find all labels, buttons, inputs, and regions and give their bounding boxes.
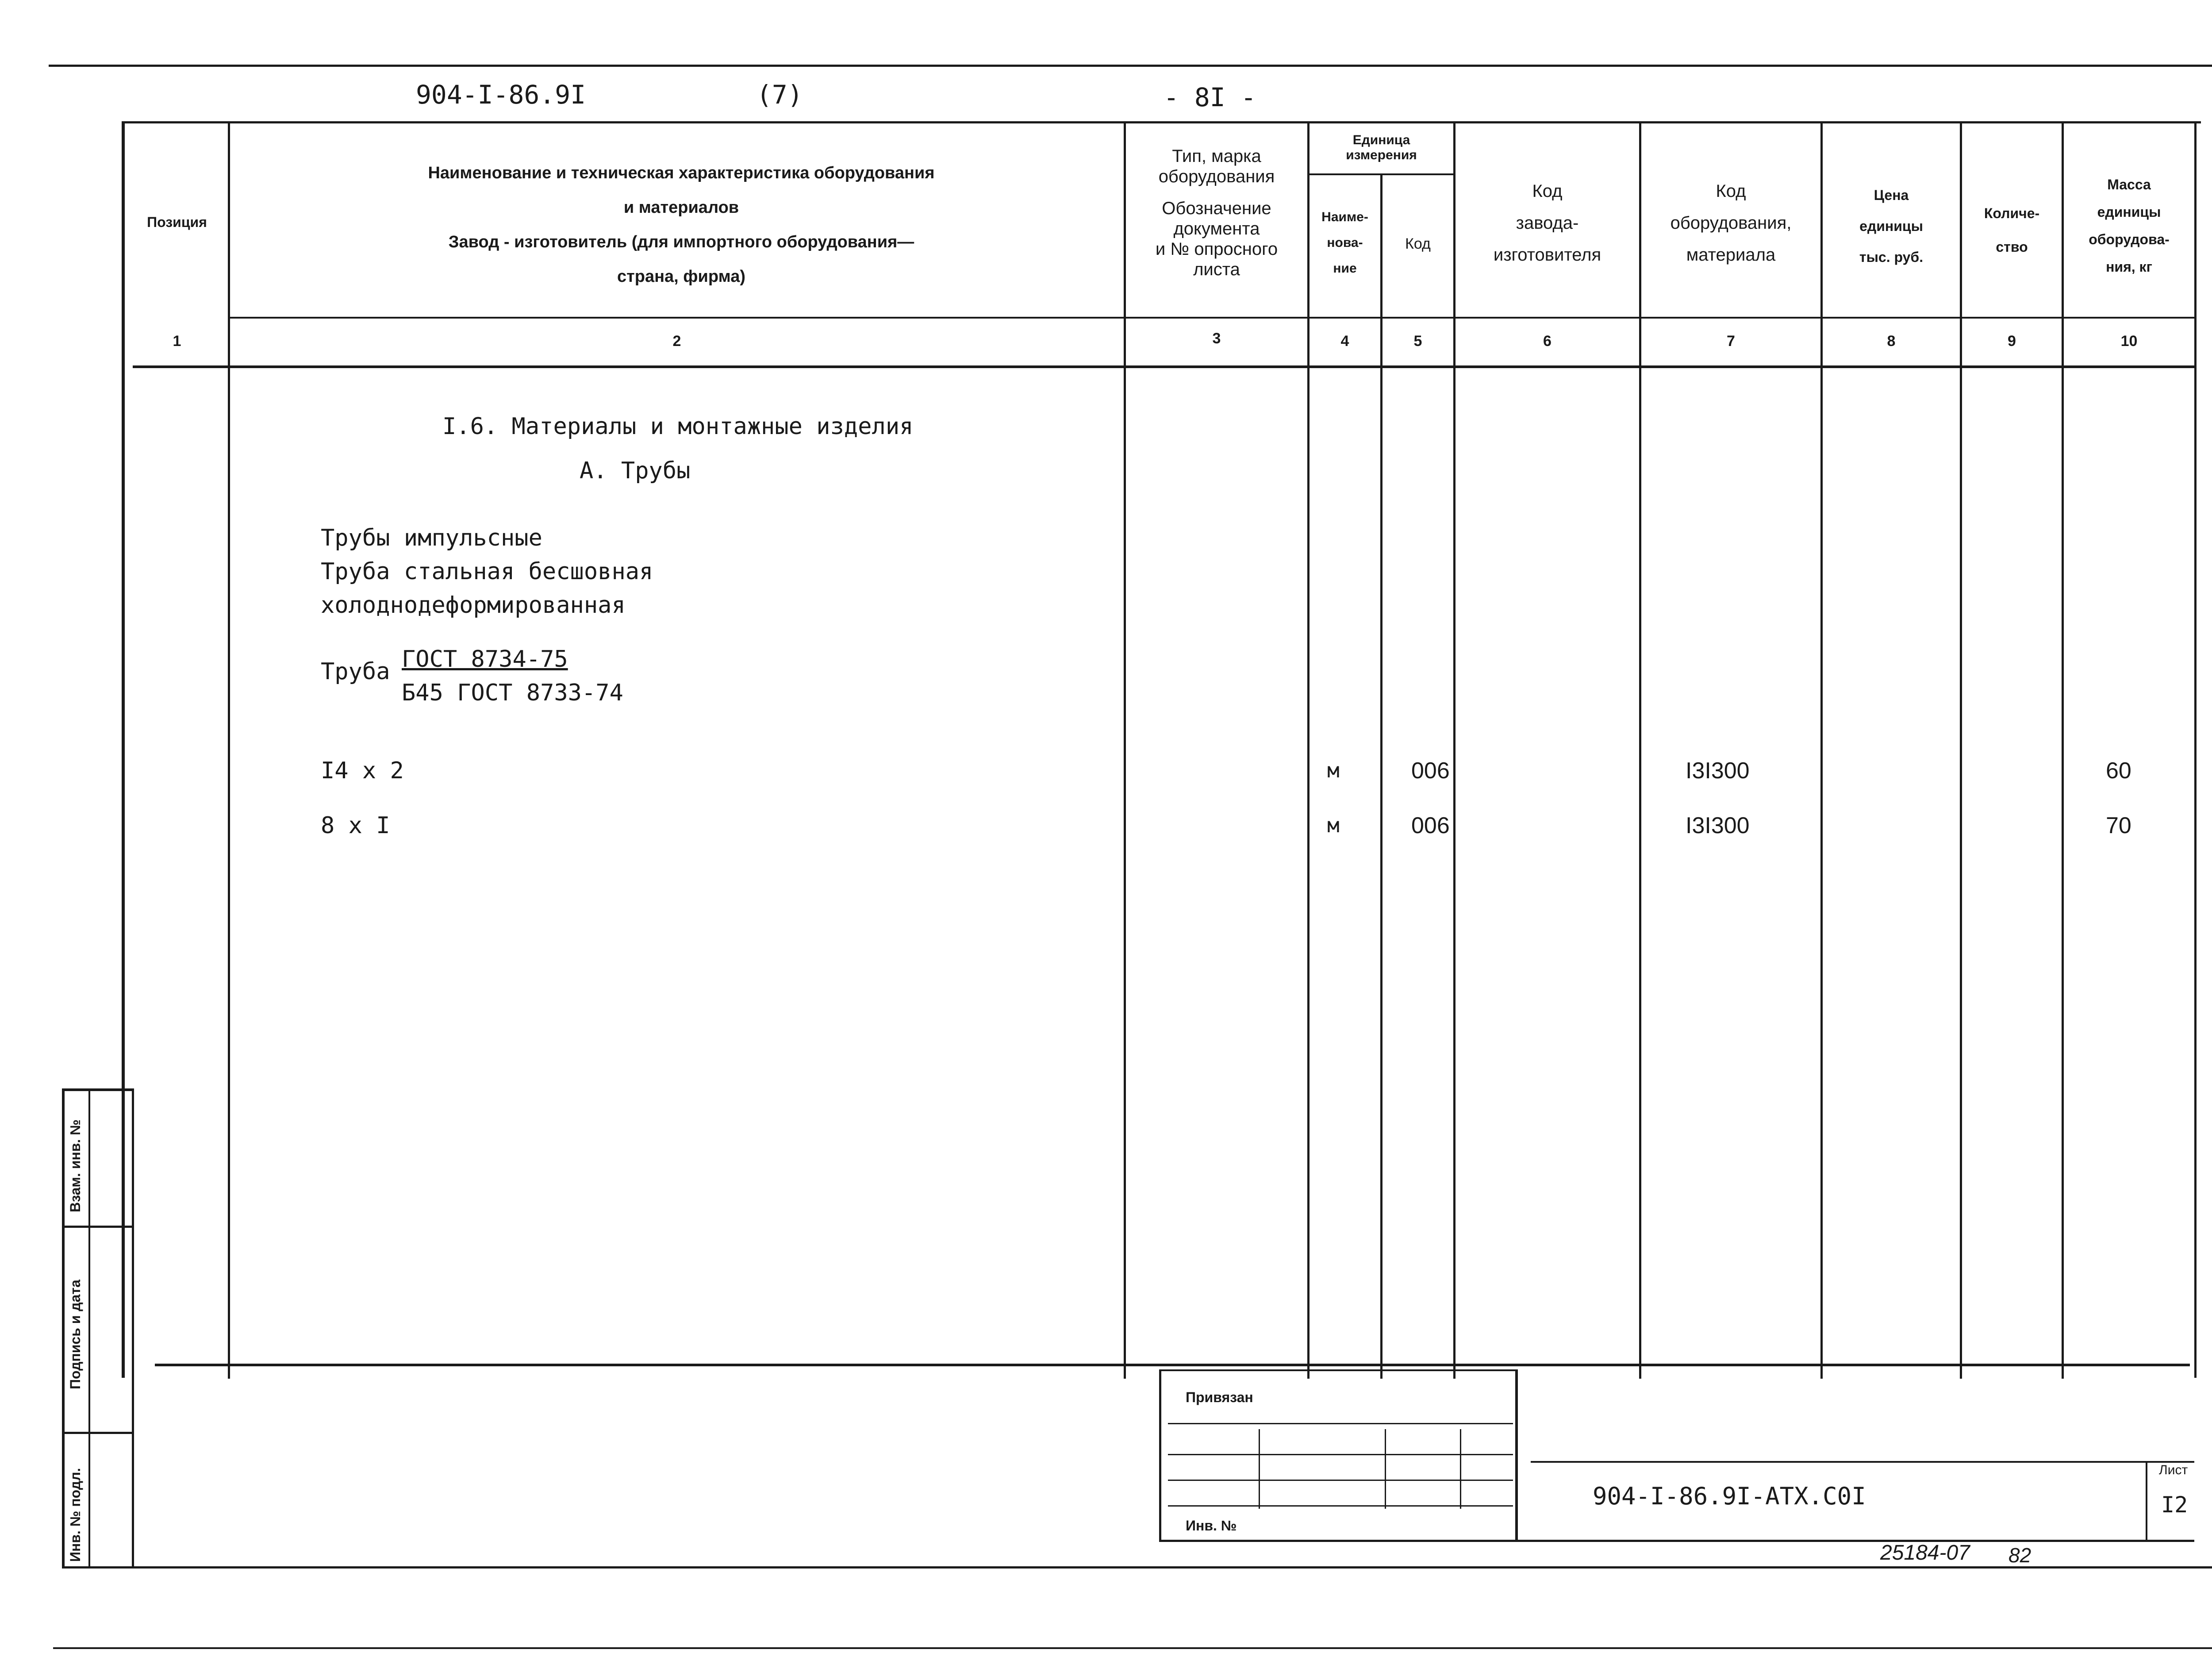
frame-bottom-line: [62, 1566, 2212, 1569]
colnum-8: 8: [1887, 333, 1896, 350]
top-edge-line: [49, 65, 2212, 67]
header-unit-code: Код: [1405, 235, 1431, 252]
titleblock-box-row3: [1168, 1480, 1513, 1481]
sheet-box-left: [2146, 1461, 2147, 1540]
titleblock-box-row4: [1168, 1505, 1513, 1507]
titleblock-top-line: [155, 1364, 2190, 1366]
archive-number: 25184-07: [1880, 1541, 1970, 1565]
header-bottom-line: [228, 317, 2197, 319]
titleblock-box-col2: [1385, 1429, 1386, 1509]
pipe-std-1: ГОСТ 8734-75: [402, 646, 568, 673]
page-number: - 8I -: [1164, 82, 1256, 112]
doc-code-top: 904-I-86.9I: [416, 80, 586, 110]
titleblock-box-top: [1159, 1369, 1517, 1371]
titleblock-box-col3: [1460, 1429, 1461, 1509]
stamp-right-line: [132, 1088, 134, 1566]
titleblock-left-box: [1159, 1369, 1161, 1542]
stamp-outer-left: [62, 1088, 65, 1566]
header-price: Цена единицы тыс. руб.: [1859, 187, 1924, 265]
header-unit-name: Наиме- нова- ние: [1321, 210, 1368, 276]
colnum-6: 6: [1543, 333, 1551, 350]
stamp-top-line: [62, 1088, 133, 1091]
table-left-line: [122, 121, 125, 1378]
row-1-mass: 60: [2106, 758, 2131, 784]
row-2-unit-code: 006: [1411, 813, 1450, 838]
col-divider-9: [2062, 122, 2064, 1379]
header-equip-code: Код оборудования, материала: [1670, 181, 1792, 265]
titleblock-box-row2: [1168, 1454, 1513, 1455]
header-name: Наименование и техническая характеристика оборудования и материалов Завод - изготовитель (для импортного оборудования— страна, фирма): [428, 164, 935, 286]
row-1-unit: м: [1327, 758, 1340, 782]
colnum-2: 2: [672, 333, 681, 350]
stamp-inv-orig: Инв. № подл.: [67, 1468, 83, 1562]
bottom-edge-line: [53, 1647, 2212, 1649]
stamp-sign-date: Подпись и дата: [67, 1280, 83, 1389]
colnum-7: 7: [1727, 333, 1735, 350]
colnum-5: 5: [1413, 333, 1422, 350]
header-mass: Масса единицы оборудова- ния, кг: [2089, 177, 2170, 275]
archive-page: 82: [2008, 1544, 2032, 1567]
colnum-3: 3: [1212, 330, 1221, 347]
desc-line-1: Трубы импульсные: [321, 525, 542, 551]
stamp-inner-line: [88, 1088, 90, 1566]
drawing-code: 904-I-86.9I-АТХ.С0I: [1593, 1482, 1866, 1510]
sheet-number: I2: [2161, 1492, 2188, 1518]
stamp-divider-1: [62, 1226, 133, 1228]
colnum-9: 9: [2008, 333, 2016, 350]
part-number: (7): [757, 80, 803, 110]
bound-to-label: Привязан: [1186, 1389, 1253, 1405]
col-divider-7: [1820, 122, 1823, 1379]
pipe-label: Труба: [321, 658, 390, 685]
row-2-name: 8 x I: [321, 812, 390, 839]
stamp-inv-sub: Взам. инв. №: [67, 1119, 83, 1212]
col-divider-2: [1124, 122, 1126, 1379]
titleblock-mid-box: [1515, 1369, 1518, 1542]
titleblock-box-bottom: [1159, 1540, 2194, 1542]
inv-no-label: Инв. №: [1186, 1518, 1237, 1534]
titleblock-box-row1: [1168, 1423, 1513, 1424]
row-1-name: I4 x 2: [321, 757, 404, 784]
row-2-equip-code: I3I300: [1686, 813, 1750, 838]
col-divider-3: [1307, 122, 1310, 1379]
colnum-bottom-line: [133, 365, 2194, 368]
header-type: Тип, марка оборудования Обозначение документа и № опросного листа: [1155, 146, 1278, 279]
row-2-mass: 70: [2106, 813, 2131, 838]
sheet-label: Лист: [2159, 1463, 2188, 1477]
col-divider-1: [228, 122, 230, 1379]
section-heading: I.6. Материалы и монтажные изделия: [442, 413, 914, 440]
subsection-heading: А. Трубы: [580, 457, 691, 484]
header-position: Позиция: [147, 214, 207, 230]
stamp-divider-2: [62, 1432, 133, 1434]
header-unit: Единица измерения: [1346, 133, 1417, 162]
row-2-unit: м: [1327, 813, 1340, 837]
header-qty: Количе- ство: [1984, 205, 2040, 255]
col-divider-8: [1960, 122, 1962, 1379]
col-divider-6: [1639, 122, 1641, 1379]
table-right-line: [2194, 121, 2197, 1378]
colnum-4: 4: [1340, 333, 1349, 350]
desc-line-2: Труба стальная бесшовная: [321, 558, 653, 585]
col-divider-4: [1380, 173, 1382, 1379]
titleblock-box-col1: [1259, 1429, 1260, 1509]
row-1-unit-code: 006: [1411, 758, 1450, 784]
colnum-1: 1: [173, 333, 181, 350]
desc-line-3: холоднодеформированная: [321, 592, 626, 619]
col-divider-5: [1453, 122, 1455, 1379]
colnum-10: 10: [2120, 333, 2138, 350]
table-top-line: [122, 121, 2201, 123]
titleblock-code-line: [1531, 1461, 2194, 1463]
pipe-std-2: Б45 ГОСТ 8733-74: [402, 680, 623, 706]
row-1-equip-code: I3I300: [1686, 758, 1750, 784]
header-plant-code: Код завода- изготовителя: [1493, 181, 1601, 265]
